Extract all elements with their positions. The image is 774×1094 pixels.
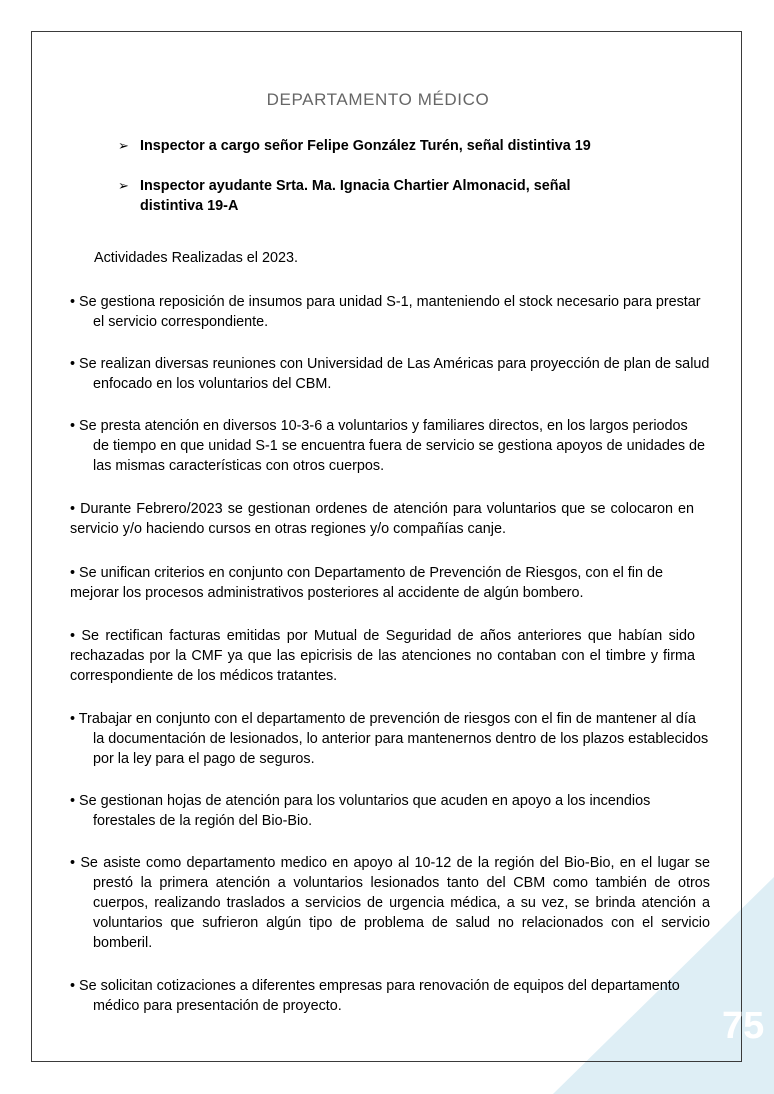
inspector-text: Inspector a cargo señor Felipe González Turén, señal distintiva 19 [140,138,591,154]
activity-item: • Se gestiona reposición de insumos para unidad S-1, manteniendo el stock necesario para prestar el servicio correspondiente. [70,294,701,330]
activity-item: • Se unifican criterios en conjunto con Departamento de Prevención de Riesgos, con el fin de mejorar los procesos administrativos posteriores al accidente de algún bombero. [70,565,664,601]
page-title: DEPARTAMENTO MÉDICO [266,90,490,109]
activity-item: • Se asiste como departamento medico en apoyo al 10-12 de la región del Bio-Bio, en el lugar se prestó la primera atención a voluntarios lesionados tanto del CBM como también de otros cuerpos, realizando traslados a servicios de urgencia médica, a su vez, se brinda atención a voluntarios que sufrieron algún tipo de problema de salud no relacionados con el servicio bomberil. [70,855,710,951]
page-number: 75 [722,1005,765,1047]
activity-item: • Durante Febrero/2023 se gestionan ordenes de atención para voluntarios que se colocaron en servicio y/o haciendo cursos en otras regiones y/o compañías canje. [70,501,694,537]
arrow-bullet-icon: ➢ [118,138,129,153]
inspector-text: Inspector ayudante Srta. Ma. Ignacia Chartier Almonacid, señal distintiva 19-A [140,178,571,214]
inspector-in-charge [118,136,638,156]
activity-item: • Se realizan diversas reuniones con Universidad de Las Américas para proyección de plan de salud enfocado en los voluntarios del CBM. [70,356,710,392]
activity-item: • Se gestionan hojas de atención para los voluntarios que acuden en apoyo a los incendios forestales de la región del Bio-Bio. [70,793,651,829]
arrow-bullet-icon: ➢ [118,178,129,193]
activities-heading: Actividades Realizadas el 2023. [94,250,298,266]
activity-item: • Se presta atención en diversos 10-3-6 a voluntarios y familiares directos, en los largos periodos de tiempo en que unidad S-1 se encuentra fuera de servicio se gestiona apoyos de unidades de las mismas características con otros cuerpos. [70,418,706,474]
activity-item: • Se solicitan cotizaciones a diferentes empresas para renovación de equipos del departamento médico para presentación de proyecto. [70,978,680,1014]
inspector-assistant [118,176,618,216]
activity-item: • Trabajar en conjunto con el departamento de prevención de riesgos con el fin de mantener al día la documentación de lesionados, lo anterior para mantenernos dentro de los plazos establecidos por la ley para el pago de seguros. [70,711,709,767]
activity-item: • Se rectifican facturas emitidas por Mutual de Seguridad de años anteriores que habían sido rechazadas por la CMF ya que las epicrisis de las atenciones no contaban con el timbre y firma correspondiente de los médicos tratantes. [70,628,695,684]
